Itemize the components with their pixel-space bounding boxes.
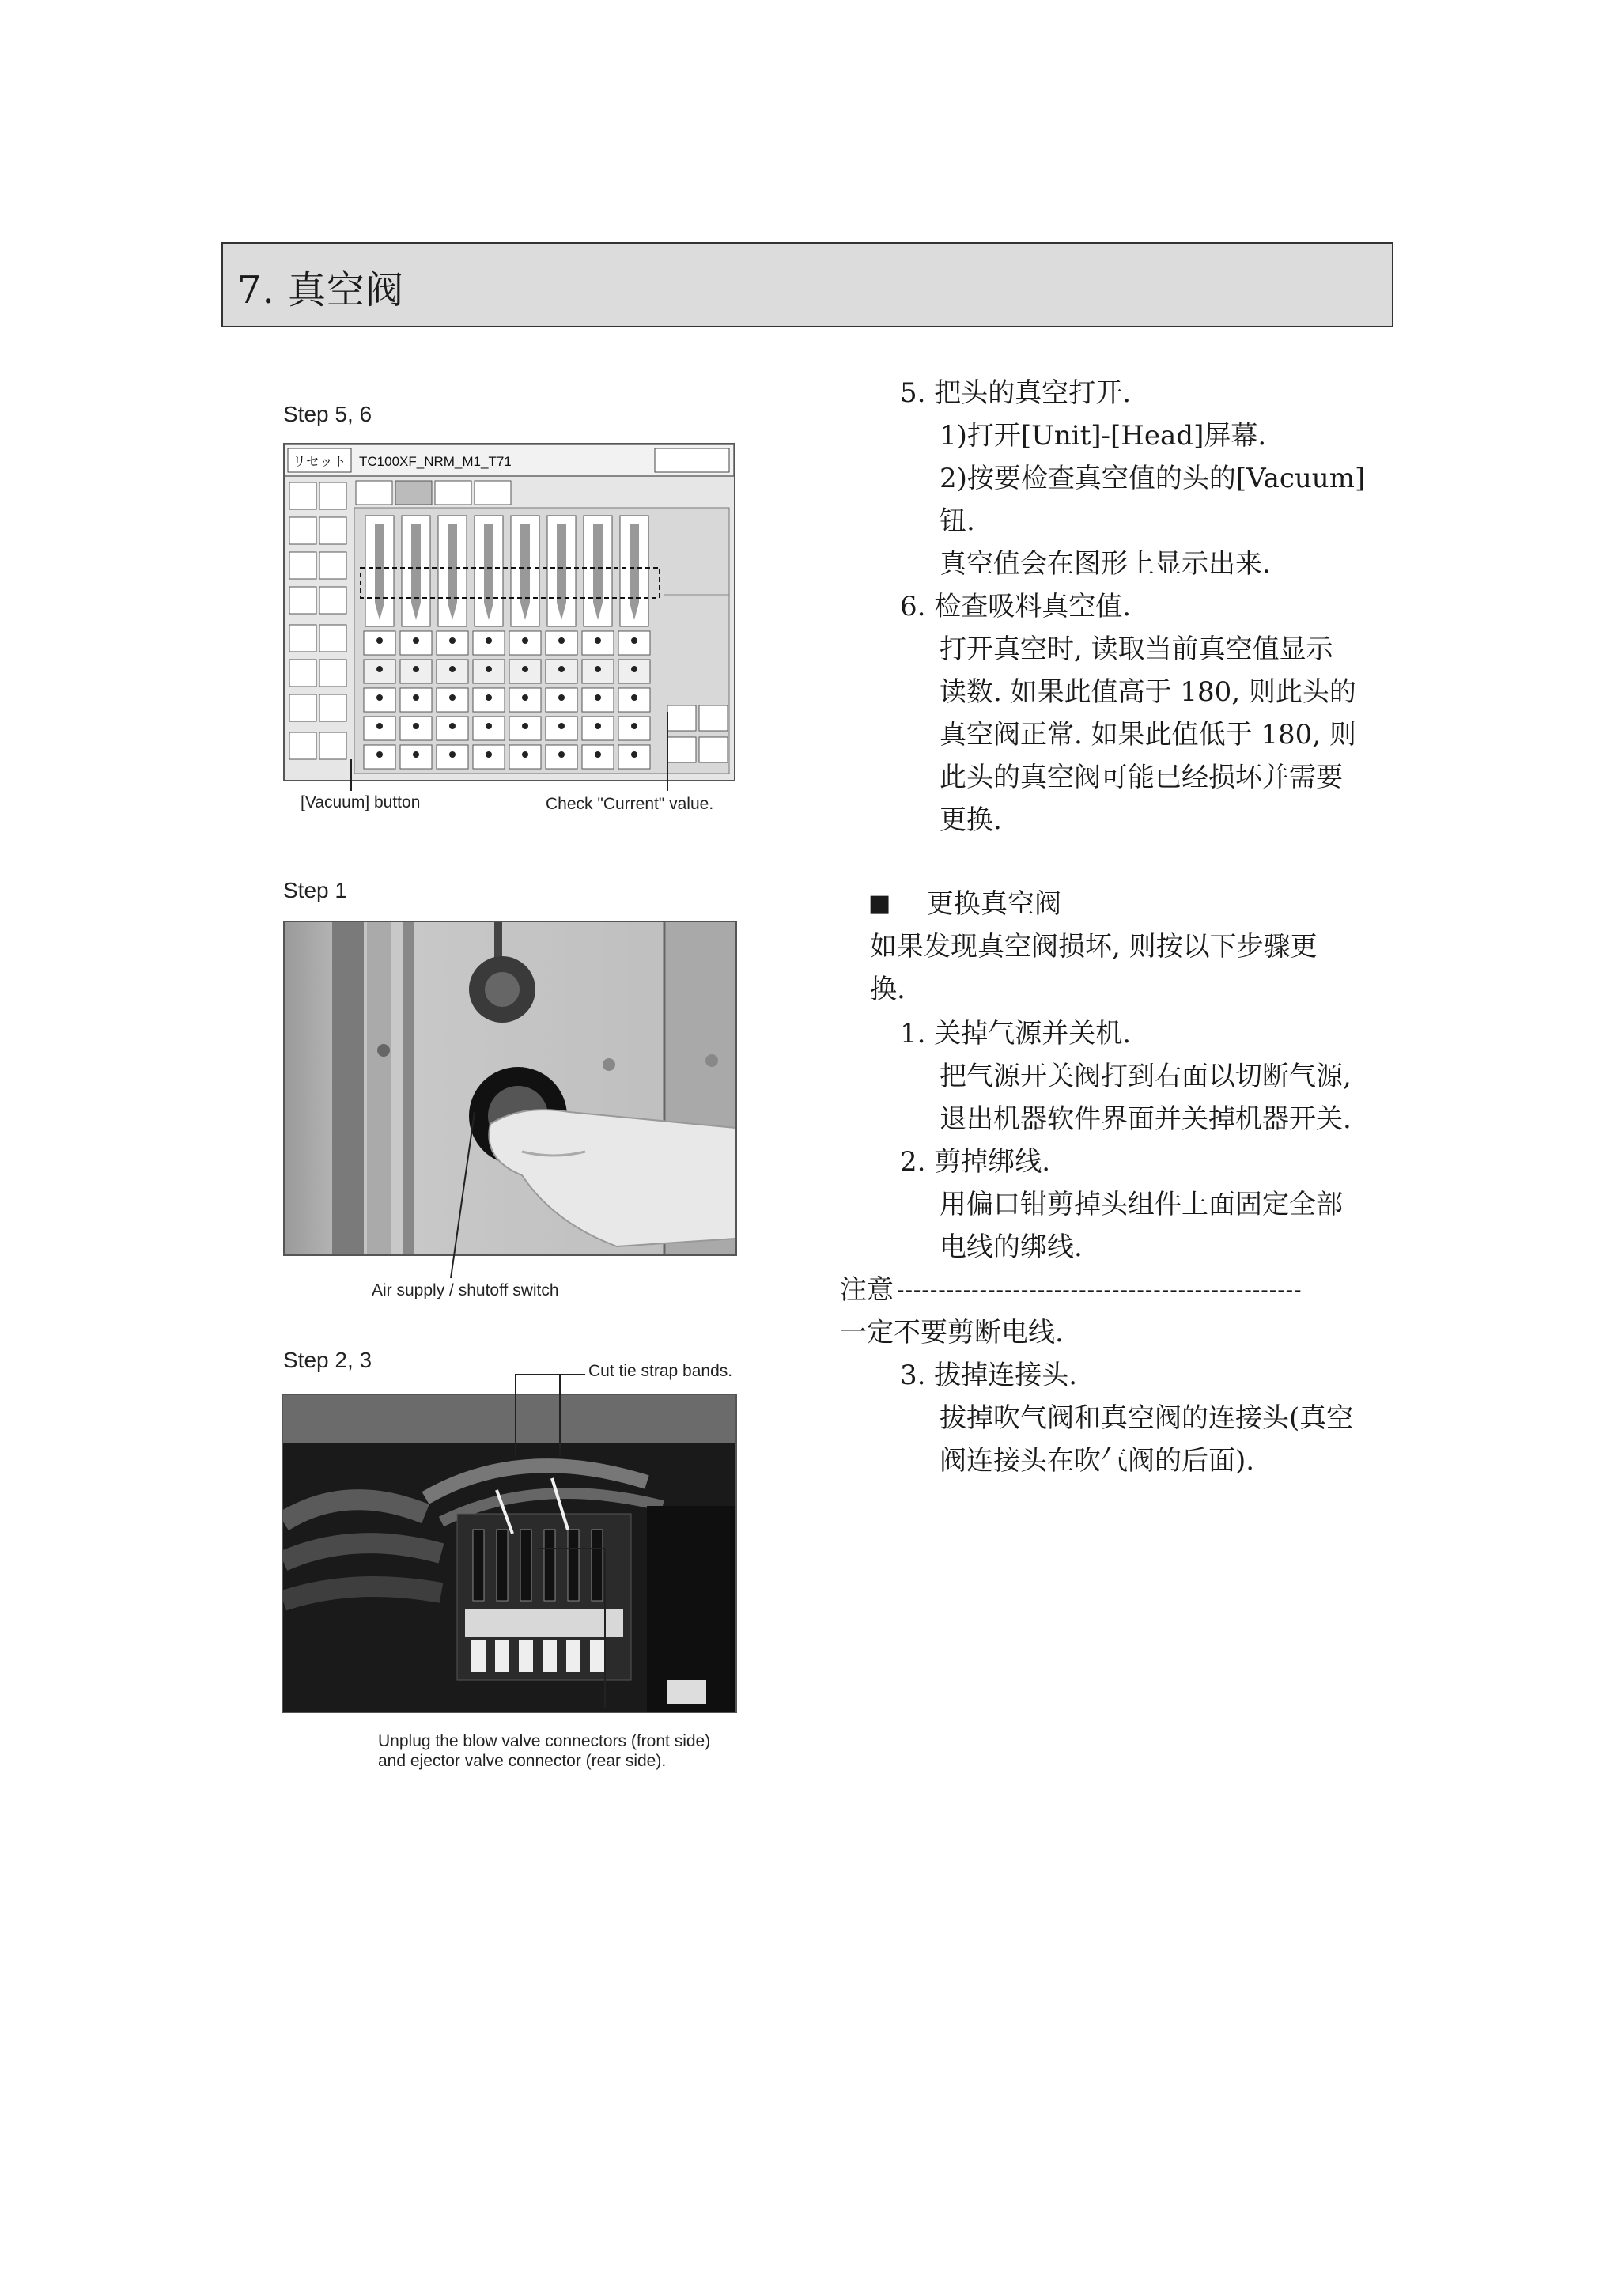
step5-sub1: 1)打开[Unit]-[Head]屏幕. — [940, 420, 1267, 452]
head-button-glyph — [376, 694, 383, 701]
section-title: 7. 真空阀 — [237, 268, 405, 312]
step5-sub2-line2: 钮. — [940, 505, 975, 537]
head-button-glyph — [449, 694, 456, 701]
head-button-glyph — [631, 694, 637, 701]
head-graphic — [511, 516, 539, 626]
step3-title: 3. 拔掉连接头. — [900, 1360, 1078, 1391]
head-button-glyph — [631, 637, 637, 644]
head-graphic — [584, 516, 612, 626]
fig1-callout-lines — [340, 712, 696, 807]
head-button-glyph — [595, 637, 601, 644]
step1-line2: 退出机器软件界面并关掉机器开关. — [940, 1103, 1352, 1135]
step6-line1: 打开真空时, 读取当前真空值显示 — [940, 634, 1333, 665]
step6-line3: 真空阀正常. 如果此值低于 180, 则 — [940, 719, 1356, 751]
step2-title: 2. 剪掉绑线. — [900, 1146, 1051, 1178]
fig3-callout-lines — [475, 1360, 648, 1732]
replace-intro-line1: 如果发现真空阀损坏, 则按以下步骤更 — [870, 931, 1318, 963]
head-graphic — [365, 516, 394, 626]
head-graphic — [475, 516, 503, 626]
replace-heading: 更换真空阀 — [927, 888, 1061, 920]
fig3-step-label: Step 2, 3 — [283, 1348, 372, 1372]
head-button-glyph — [486, 666, 492, 672]
unplug-callout-line2: and ejector valve connector (rear side). — [378, 1752, 667, 1770]
air-switch-callout: Air supply / shutoff switch — [372, 1281, 559, 1299]
step1-line1: 把气源开关阀打到右面以切断气源, — [940, 1061, 1352, 1092]
head-button-glyph — [376, 637, 383, 644]
head-button-glyph — [449, 637, 456, 644]
left-icon-column — [289, 482, 346, 759]
head-button-glyph — [558, 666, 565, 672]
machine-name: TC100XF_NRM_M1_T71 — [359, 454, 512, 469]
head-button-glyph — [376, 666, 383, 672]
step6-line5: 更换. — [940, 804, 1002, 836]
vacuum-button-callout: [Vacuum] button — [301, 793, 421, 811]
step5-sub2-line1: 2)按要检查真空值的头的[Vacuum] — [940, 463, 1366, 494]
step6-line2: 读数. 如果此值高于 180, 则此头的 — [940, 676, 1356, 708]
caution-text: 一定不要剪断电线. — [840, 1317, 1064, 1348]
head-button-glyph — [413, 666, 419, 672]
head-button-glyph — [595, 694, 601, 701]
replace-intro-line2: 换. — [870, 974, 906, 1005]
head-button-glyph — [522, 637, 528, 644]
head-button-glyph — [413, 637, 419, 644]
head-graphic — [402, 516, 430, 626]
head-button-glyph — [522, 694, 528, 701]
head-graphic — [438, 516, 467, 626]
head-button-glyph — [558, 637, 565, 644]
step2-line2: 电线的绑线. — [940, 1231, 1083, 1263]
head-graphic — [620, 516, 648, 626]
head-button-glyph — [449, 666, 456, 672]
head-button-glyph — [595, 666, 601, 672]
head-graphic — [547, 516, 576, 626]
head-button-glyph — [558, 694, 565, 701]
air-switch-photo — [283, 921, 737, 1256]
unit-tabs — [356, 481, 511, 505]
step3-line2: 阀连接头在吹气阀的后面). — [940, 1445, 1255, 1477]
step6-line4: 此头的真空阀可能已经损坏并需要 — [940, 762, 1343, 793]
unplug-callout-line1: Unplug the blow valve connectors (front side) — [378, 1732, 711, 1750]
head-button-glyph — [486, 637, 492, 644]
step6-title: 6. 检查吸料真空值. — [900, 591, 1132, 622]
air-switch-graphic — [285, 922, 735, 1254]
step2-line1: 用偏口钳剪掉头组件上面固定全部 — [940, 1189, 1343, 1220]
head-button-glyph — [413, 694, 419, 701]
step3-line1: 拔掉吹气阀和真空阀的连接头(真空 — [940, 1402, 1354, 1434]
fig2-step-label: Step 1 — [283, 878, 347, 902]
caution-label: 注意 — [840, 1274, 894, 1306]
caution-dashes: ------------------------------------------------- — [897, 1277, 1303, 1303]
fig2-callout-line — [443, 1107, 506, 1297]
head-button-glyph — [486, 694, 492, 701]
reset-button: リセット — [293, 454, 346, 470]
current-value-callout: Check "Current" value. — [546, 795, 714, 813]
head-button-glyph — [522, 666, 528, 672]
cut-tie-callout: Cut tie strap bands. — [588, 1362, 733, 1380]
step5-title: 5. 把头的真空打开. — [900, 377, 1132, 409]
fig1-step-label: Step 5, 6 — [283, 402, 372, 426]
step1-title: 1. 关掉气源并关机. — [900, 1018, 1132, 1050]
replace-bullet: ■ — [868, 890, 891, 917]
step5-note: 真空值会在图形上显示出来. — [940, 548, 1271, 580]
head-button-glyph — [631, 666, 637, 672]
